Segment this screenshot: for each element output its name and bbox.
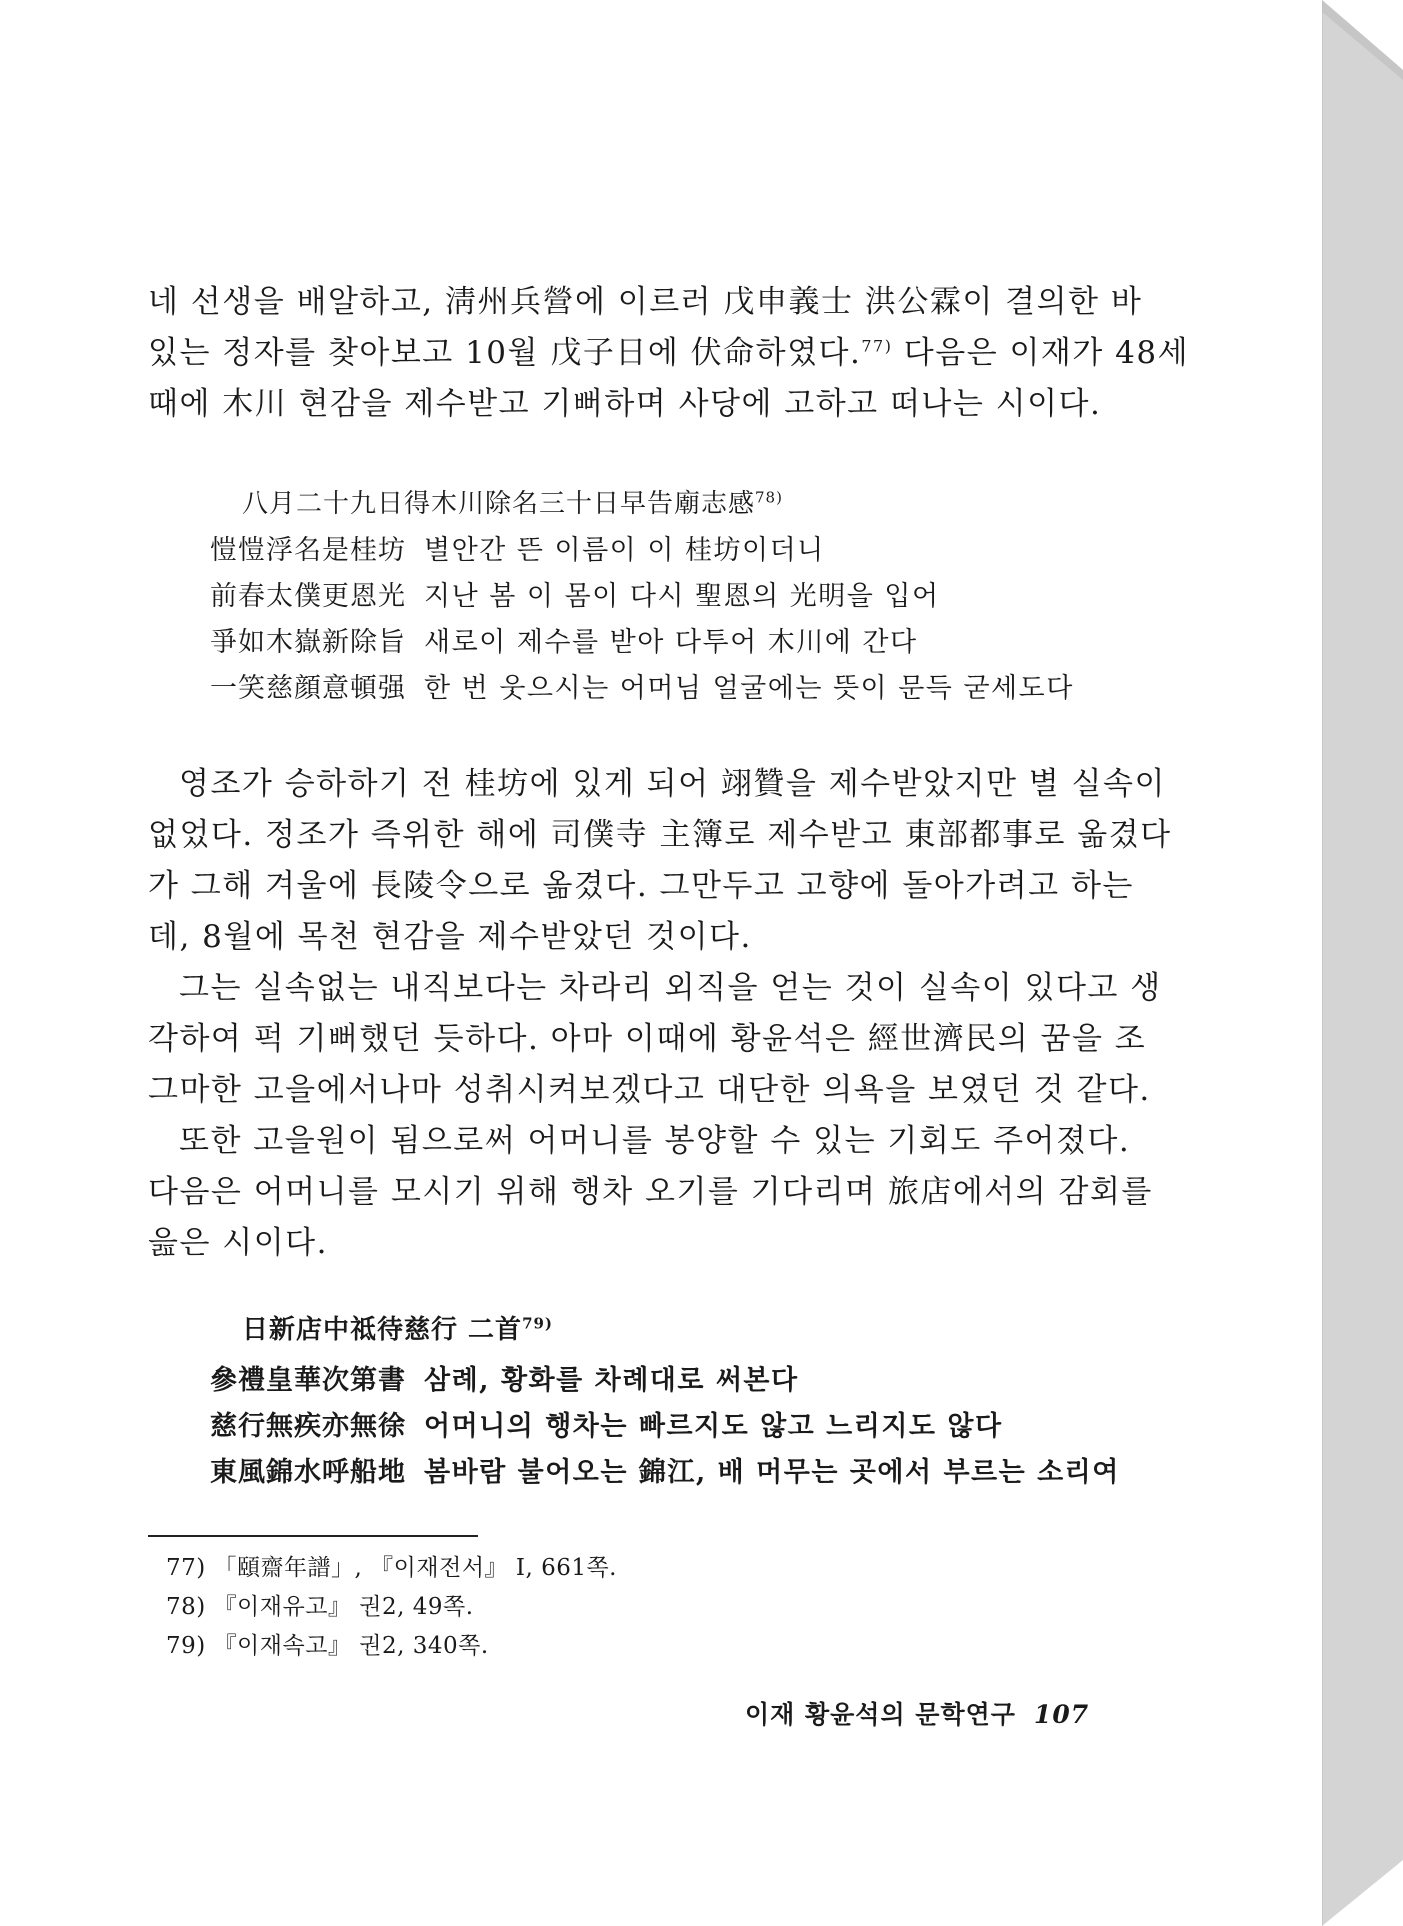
paragraph-4 [148,1116,1153,1269]
poem-hanja: 東風錦水呼船地 [210,1457,406,1488]
poem-korean: 지난 봄 이 몸이 다시 聖恩의 光明을 입어 [424,581,940,612]
poem-hanja: 愷愷浮名是桂坊 [210,535,406,566]
paragraph-text: 있는 정자를 찾아보고 10월 戊子日에 伏命하였다. [148,335,862,371]
poem-row [210,665,1074,713]
paragraph-line: 각하여 퍽 기뻐했던 듯하다. 아마 이때에 황윤석은 經世濟民의 꿈을 조 [148,1021,1147,1057]
poem-korean: 한 번 웃으시는 어머님 얼굴에는 뜻이 문득 굳세도다 [424,673,1074,704]
footnote-ref: 78) [755,488,783,507]
footnote-78: 78) 『이재유고』 권2, 49쪽. [166,1594,474,1620]
poem-title-text: 日新店中祗待慈行 二首 [242,1315,523,1345]
page-number: 107 [1033,1700,1090,1729]
paragraph-line [148,328,1190,379]
footnote-ref: 79) [522,1314,554,1333]
paragraph-line: 또한 고을원이 됨으로써 어머니를 봉양할 수 있는 기회도 주어졌다. [179,1123,1131,1159]
paragraph-2 [148,759,1172,963]
running-title: 이재 황윤석의 문학연구 [745,1700,1016,1729]
paragraph-line: 영조가 승하하기 전 桂坊에 있게 되어 翊贊을 제수받았지만 별 실속이 [179,766,1166,802]
poem-hanja: 爭如木嶽新除旨 [210,627,406,658]
poem-hanja: 慈行無疾亦無徐 [210,1411,406,1442]
poem-hanja: 前春太僕更恩光 [210,581,406,612]
paragraph-line: 그는 실속없는 내직보다는 차라리 외직을 얻는 것이 실속이 있다고 생 [179,970,1162,1006]
running-footer [745,1698,1089,1732]
paragraph-line: 가 그해 겨울에 長陵令으로 옮겼다. 그만두고 고향에 돌아가려고 하는 [148,868,1134,904]
paragraph-1 [148,277,1190,430]
poem-korean: 어머니의 행차는 빠르지도 않고 느리지도 않다 [424,1411,1003,1442]
paragraph-text: 다음은 이재가 48세 [903,335,1190,371]
paragraph-line: 데, 8월에 목천 현감을 제수받았던 것이다. [148,919,752,955]
poem-title-text: 八月二十九日得木川除名三十日早告廟志感 [242,489,756,519]
poem-hanja: 參禮皇華次第書 [210,1365,406,1396]
paragraph-line: 다음은 어머니를 모시기 위해 행차 오기를 기다리며 旅店에서의 감회를 [148,1174,1153,1210]
paragraph-line: 네 선생을 배알하고, 淸州兵營에 이르러 戊申義士 洪公霖이 결의한 바 [148,284,1143,320]
poem-title [242,487,783,521]
poem-row [210,573,940,621]
paragraph-line: 없었다. 정조가 즉위한 해에 司僕寺 主簿로 제수받고 東部都事로 옮겼다 [148,817,1172,853]
paragraph-line: 때에 木川 현감을 제수받고 기뻐하며 사당에 고하고 떠나는 시이다. [148,386,1102,422]
poem-hanja: 一笑慈顔意頓强 [210,673,406,704]
paragraph-line: 그마한 고을에서나마 성취시켜보겠다고 대단한 의욕을 보였던 것 같다. [148,1072,1151,1108]
footnote-divider [148,1535,478,1537]
poem-korean: 별안간 뜬 이름이 이 桂坊이더니 [424,535,825,566]
poem-korean: 봄바람 불어오는 錦江, 배 머무는 곳에서 부르는 소리여 [424,1457,1120,1488]
footnote-77: 77) 「頤齋年譜」, 『이재전서』 I, 661쪽. [166,1555,617,1581]
paragraph-line: 읊은 시이다. [148,1225,328,1261]
poem-row [210,1403,1003,1451]
poem-korean: 새로이 제수를 받아 다투어 木川에 간다 [424,627,918,658]
footnote-ref: 77) [861,336,893,356]
poem-korean: 삼례, 황화를 차례대로 써본다 [424,1365,799,1396]
poem-row [210,619,918,667]
poem-row [210,1357,799,1405]
paragraph-3 [148,963,1162,1116]
poem-row [210,1449,1120,1497]
poem-row [210,527,825,575]
poem-title [242,1313,553,1347]
footnote-79: 79) 『이재속고』 권2, 340쪽. [166,1633,489,1659]
